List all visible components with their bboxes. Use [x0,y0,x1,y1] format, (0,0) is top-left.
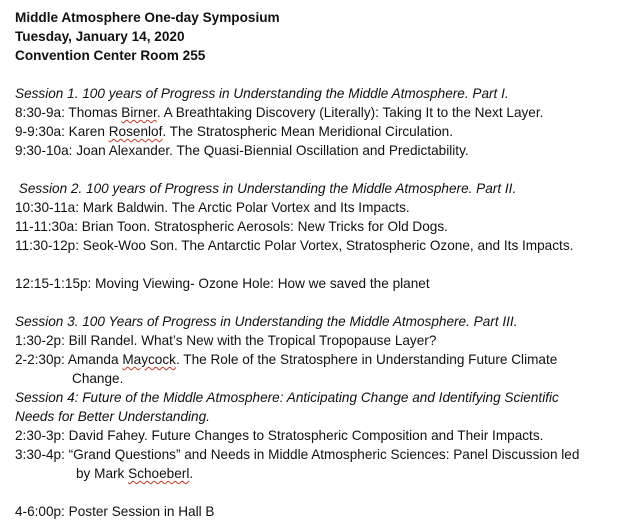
spacer [15,255,620,274]
session-3-talk [15,350,620,369]
speaker-name: Birner [121,105,157,120]
lunch-movie: 12:15-1:15p: Moving Viewing- Ozone Hole: How we saved the planet [15,276,430,291]
session-2-talk: 11-11:30a: Brian Toon. Stratospheric Aerosols: New Tricks for Old Dogs. [15,219,448,234]
talk-continuation-text: by Mark [76,466,129,481]
talk-time-speaker: 8:30-9a: Thomas [15,105,122,120]
session-2-heading: Session 2. 100 years of Progress in Understanding the Middle Atmosphere. Part II. [15,181,517,196]
talk-time-speaker: 2-2:30p: Amanda [15,352,123,367]
session-2-talk: 11:30-12p: Seok-Woo Son. The Antarctic Polar Vortex, Stratospheric Ozone, and Its Impacts. [15,238,574,253]
poster-session: 4-6:00p: Poster Session in Hall B [15,504,215,519]
symposium-title: Middle Atmosphere One-day Symposium [15,10,280,25]
speaker-name: Schoeberl [128,466,190,481]
talk-title: . The Stratospheric Mean Meridional Circulation. [162,124,454,139]
session-1-talk [15,103,620,122]
speaker-name: Maycock [122,352,176,367]
symposium-date: Tuesday, January 14, 2020 [15,29,185,44]
speaker-name: Rosenlof [108,124,163,139]
talk-title: . A Breathtaking Discovery (Literally): Taking It to the Next Layer. [156,105,544,120]
session-1-talk: 9:30-10a: Joan Alexander. The Quasi-Biennial Oscillation and Predictability. [15,143,469,158]
session-1-heading: Session 1. 100 years of Progress in Understanding the Middle Atmosphere. Part I. [15,86,509,101]
talk-time-speaker: 9-9:30a: Karen [15,124,109,139]
spacer [15,483,620,502]
session-3-talk-continuation: Change. [72,371,124,386]
talk-title: . The Role of the Stratosphere in Understanding Future Climate [175,352,558,367]
spacer [15,65,620,84]
symposium-location: Convention Center Room 255 [15,48,206,63]
session-4-talk: 2:30-3p: David Fahey. Future Changes to Stratospheric Composition and Their Impacts. [15,428,544,443]
session-1-talk [15,122,620,141]
session-4-heading: Session 4: Future of the Middle Atmosphere: Anticipating Change and Identifying Scientific [15,390,559,405]
session-3-heading: Session 3. 100 Years of Progress in Understanding the Middle Atmosphere. Part III. [15,314,518,329]
session-2-talk: 10:30-11a: Mark Baldwin. The Arctic Polar Vortex and Its Impacts. [15,200,410,215]
session-4-heading-continuation: Needs for Better Understanding. [15,409,210,424]
session-3-talk: 1:30-2p: Bill Randel. What’s New with the Tropical Tropopause Layer? [15,333,437,348]
spacer [15,160,620,179]
session-4-talk: 3:30-4p: “Grand Questions” and Needs in Middle Atmospheric Sciences: Panel Discussion led [15,447,580,462]
talk-continuation-end: . [189,466,194,481]
spacer [15,293,620,312]
document [15,8,620,521]
session-4-talk-continuation [15,464,620,483]
